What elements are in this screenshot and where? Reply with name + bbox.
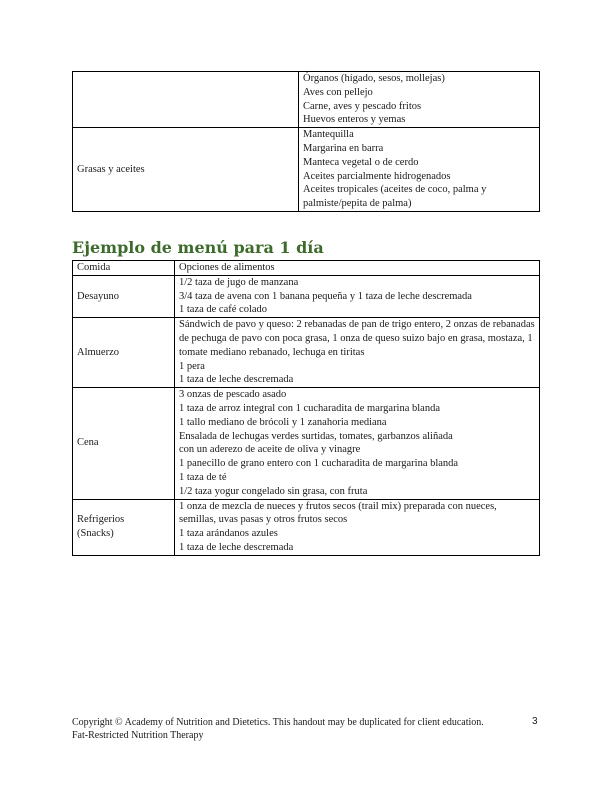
list-item: 1 taza de té [179, 471, 227, 483]
meal-label: Desayuno [77, 290, 119, 302]
column-header-options: Opciones de alimentos [175, 261, 540, 276]
category-cell [73, 72, 299, 128]
column-header-meal: Comida [73, 261, 175, 276]
page-number: 3 [532, 716, 538, 727]
options-cell [175, 499, 540, 555]
sample-menu-table [72, 260, 540, 556]
list-item: Ensalada de lechugas verdes surtidas, tomates, garbanzos aliñada [179, 430, 453, 442]
items-cell [299, 72, 540, 128]
meal-label: (Snacks) [77, 528, 114, 540]
list-item: 1 onza de mezcla de nueces y frutos secos (trail mix) preparada con nueces, semillas, uvas pasas y otros frutos secos [179, 500, 497, 526]
options-cell [175, 275, 540, 317]
table-row [73, 318, 540, 388]
list-item: 1 taza de leche descremada [179, 541, 294, 553]
list-item: con un aderezo de aceite de oliva y vinagre [179, 444, 361, 456]
table-row [73, 128, 540, 212]
restricted-foods-table [72, 71, 540, 212]
table-row [73, 275, 540, 317]
meal-cell [73, 275, 175, 317]
list-item: 1 pera [179, 360, 205, 372]
options-cell [175, 318, 540, 388]
meal-cell [73, 318, 175, 388]
list-item: 1/2 taza de jugo de manzana [179, 276, 299, 288]
list-item: Manteca vegetal o de cerdo [303, 156, 419, 168]
items-cell [299, 128, 540, 212]
list-item: 1/2 taza yogur congelado sin grasa, con fruta [179, 485, 368, 497]
meal-label: Refrigerios [77, 514, 125, 526]
list-item: Mantequilla [303, 129, 354, 141]
list-item: Aves con pellejo [303, 86, 373, 98]
list-item: 1 taza arándanos azules [179, 528, 278, 540]
list-item: 1 tallo mediano de brócoli y 1 zanahoria mediana [179, 416, 387, 428]
list-item: Aceites parcialmente hidrogenados [303, 170, 451, 182]
meal-cell [73, 388, 175, 499]
table-row [73, 388, 540, 499]
list-item: 1 taza de arroz integral con 1 cucharadita de margarina blanda [179, 402, 441, 414]
list-item: 1 taza de leche descremada [179, 374, 294, 386]
list-item: Carne, aves y pescado fritos [303, 100, 422, 112]
list-item: 3/4 taza de avena con 1 banana pequeña y 1 taza de leche descremada [179, 290, 472, 302]
meal-cell [73, 499, 175, 555]
category-cell: Grasas y aceites [73, 128, 299, 212]
list-item: 1 panecillo de grano entero con 1 cucharadita de margarina blanda [179, 458, 459, 470]
list-item: 3 onzas de pescado asado [179, 389, 287, 401]
list-item: Aceites tropicales (aceites de coco, palma y palmiste/pepita de palma) [303, 184, 487, 210]
meal-label: Cena [77, 437, 99, 449]
table-row [73, 72, 540, 128]
menu-heading: Ejemplo de menú para 1 día [72, 238, 324, 257]
table-header-row [73, 261, 540, 276]
list-item: Margarina en barra [303, 142, 384, 154]
list-item: Sándwich de pavo y queso: 2 rebanadas de pan de trigo entero, 2 onzas de rebanadas de pechuga de pavo con poca grasa, 1 onza de queso suizo bajo en grasa, mostaza, 1 tomate mediano rebanado, lechuga en tiritas [179, 319, 535, 358]
copyright-footer: Copyright © Academy of Nutrition and Dietetics. This handout may be duplicated for client education. Fat-Restricted Nutrition Therapy [72, 717, 484, 741]
list-item: Órganos (hígado, sesos, mollejas) [303, 73, 445, 84]
meal-label: Almuerzo [77, 346, 119, 358]
list-item: Huevos enteros y yemas [303, 114, 406, 126]
table-row [73, 499, 540, 555]
options-cell [175, 388, 540, 499]
list-item: 1 taza de café colado [179, 304, 268, 316]
